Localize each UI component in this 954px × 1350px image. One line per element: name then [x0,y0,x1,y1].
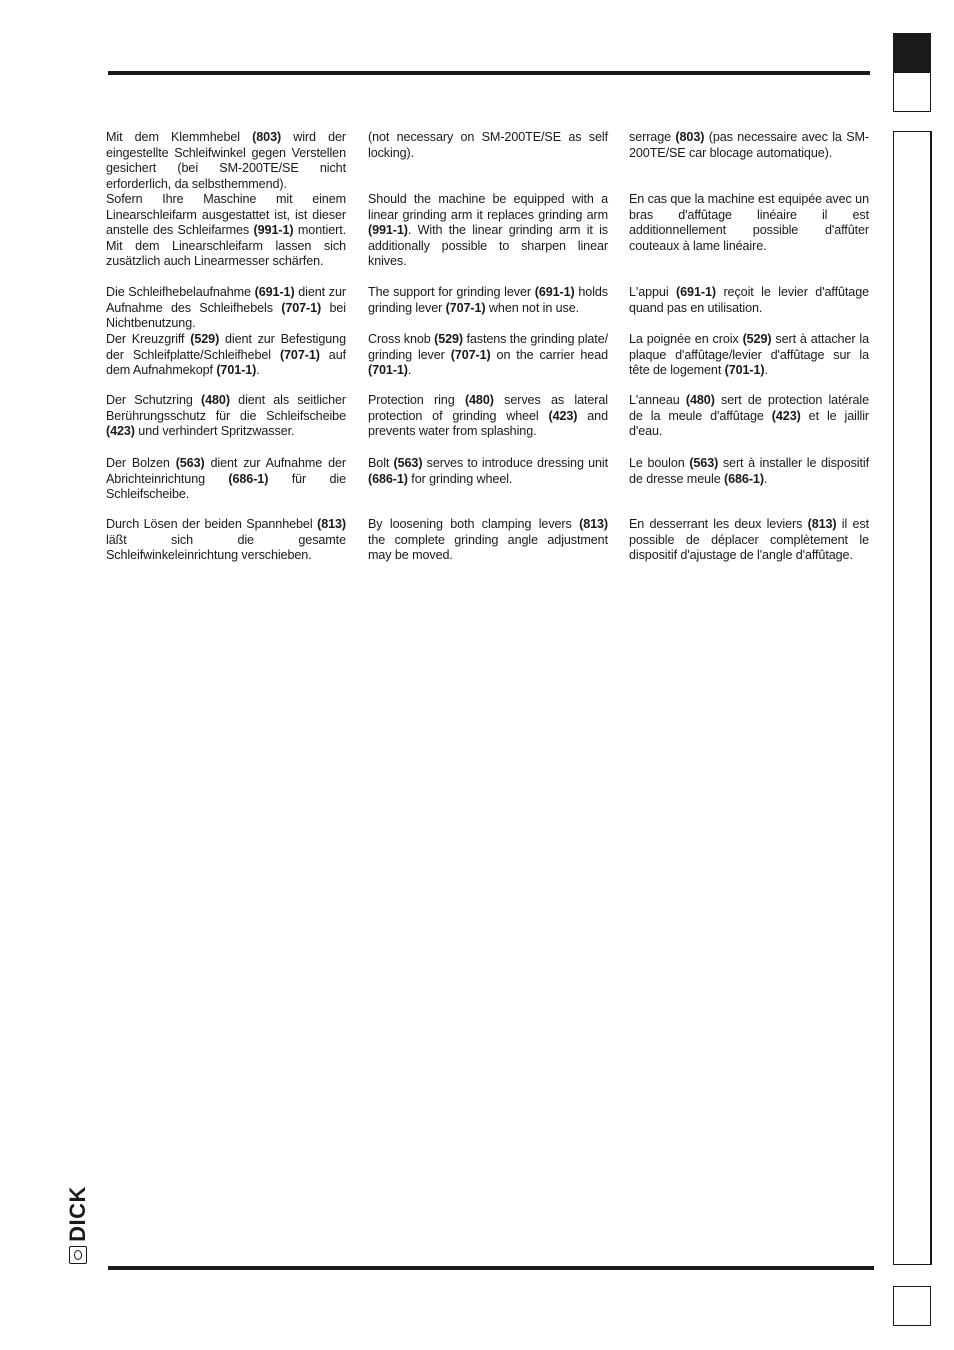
de-paragraph-6: Der Bolzen (563) dient zur Aufnahme der Abrichteinrichtung (686-1) für die Schleifscheibe. [106,456,347,502]
part-number: (991-1) [253,223,294,238]
fr-paragraph-7: En desserrant les deux leviers (813) il est possible de déplacer complètement le dispositif d'ajustage de l'angle d'affûtage. [629,517,869,563]
footer-rule [108,1266,874,1270]
part-number: (707-1) [450,347,491,362]
en-paragraph-4: Cross knob (529) fastens the grinding plate/ grinding lever (707-1) on the carrier head (701-1). [368,332,608,378]
fr-paragraph-5: L'anneau (480) sert de protection latérale de la meule d'affûtage (423) et le jaillir d'eau. [629,393,870,439]
part-number: (691-1) [676,285,716,299]
en-paragraph-1: (not necessary on SM-200TE/SE as self locking). [368,130,608,160]
language-tab-box [893,73,931,112]
de-paragraph-1: Mit dem Klemmhebel (803) wird der eingestellte Schleifwinkel gegen Verstellen gesichert (bei SM-200TE/SE nicht erforderlich, da selbsthemmend). [106,130,346,191]
part-number: (563) [175,456,205,470]
part-number: (423) [771,408,801,423]
de-paragraph-4: Der Kreuzgriff (529) dient zur Befestigung der Schleifplatte/Schleifhebel (707-1) auf dem Aufnahmekopf (701-1). [106,332,347,378]
de-paragraph-2: Sofern Ihre Maschine mit einem Linearschleifarm ausgestattet ist, ist dieser anstelle des Schleifarmes (991-1) montiert. Mit dem Linearschleifarm lassen sich zusätzlich auch Linearmesser schärfen. [106,192,346,269]
logo-text: DICK [65,1186,90,1242]
header-rule [108,71,870,75]
part-number: (563) [689,456,719,470]
part-number: (813) [807,517,837,531]
part-number: (813) [579,517,608,531]
en-paragraph-2: Should the machine be equipped with a linear grinding arm it replaces grinding arm (991-1). With the linear grinding arm it is additionally possible to sharpen linear knives. [368,192,608,269]
en-paragraph-5: Protection ring (480) serves as lateral protection of grinding wheel (423) and prevents water from splashing. [368,393,608,439]
part-number: (803) [675,130,705,144]
part-number: (423) [548,408,578,423]
part-number: (529) [742,332,772,346]
part-number: (480) [464,393,494,407]
fr-paragraph-6: Le boulon (563) sert à installer le dispositif de dresse meule (686-1). [629,456,870,486]
part-number: (529) [190,332,220,346]
part-number: (991-1) [368,223,408,238]
part-number: (691-1) [534,285,575,299]
part-number: (686-1) [228,471,269,486]
part-number: (480) [685,393,715,407]
part-number: (686-1) [368,471,408,486]
part-number: (707-1) [281,300,322,315]
part-number: (803) [252,130,282,144]
de-paragraph-3: Die Schleifhebelaufnahme (691-1) dient zur Aufnahme des Schleifhebels (707-1) bei Nichtbenutzung. [106,285,346,331]
part-number: (707-1) [445,300,486,315]
part-number: (686-1) [724,471,764,486]
en-paragraph-6: Bolt (563) serves to introduce dressing unit (686-1) for grinding wheel. [368,456,608,486]
part-number: (563) [393,456,423,470]
fr-paragraph-4: La poignée en croix (529) sert à attacher la plaque d'affûtage/levier d'affûtage sur la tête de logement (701-1). [629,332,869,378]
part-number: (691-1) [254,285,295,299]
part-number: (480) [201,393,230,407]
page-number-box [893,1286,931,1326]
dick-logo [64,1184,92,1270]
part-number: (529) [434,332,464,346]
part-number: (707-1) [279,347,320,362]
part-number: (813) [317,517,346,531]
en-paragraph-3: The support for grinding lever (691-1) holds grinding lever (707-1) when not in use. [368,285,608,315]
side-frame [893,131,932,1265]
part-number: (701-1) [216,363,257,378]
fr-paragraph-1: serrage (803) (pas necessaire avec la SM-200TE/SE car blocage automatique). [629,130,869,160]
part-number: (423) [106,424,135,439]
de-paragraph-7: Durch Lösen der beiden Spannhebel (813) läßt sich die gesamte Schleifwinkeleinrichtung verschieben. [106,517,346,563]
de-paragraph-5: Der Schutzring (480) dient als seitlicher Berührungsschutz für die Schleifscheibe (423) und verhindert Spritzwasser. [106,393,346,439]
logo-emblem-icon [69,1246,87,1264]
fr-paragraph-3: L'appui (691-1) reçoit le levier d'affûtage quand pas en utilisation. [629,285,870,315]
en-paragraph-7: By loosening both clamping levers (813) the complete grinding angle adjustment may be moved. [368,517,608,563]
language-tab-marker [893,33,931,73]
part-number: (701-1) [724,363,765,378]
part-number: (701-1) [368,363,408,378]
fr-paragraph-2: En cas que la machine est equipée avec un bras d'affûtage linéaire il est additionnellement possible d'affûter couteaux à lame linéaire. [629,192,869,253]
